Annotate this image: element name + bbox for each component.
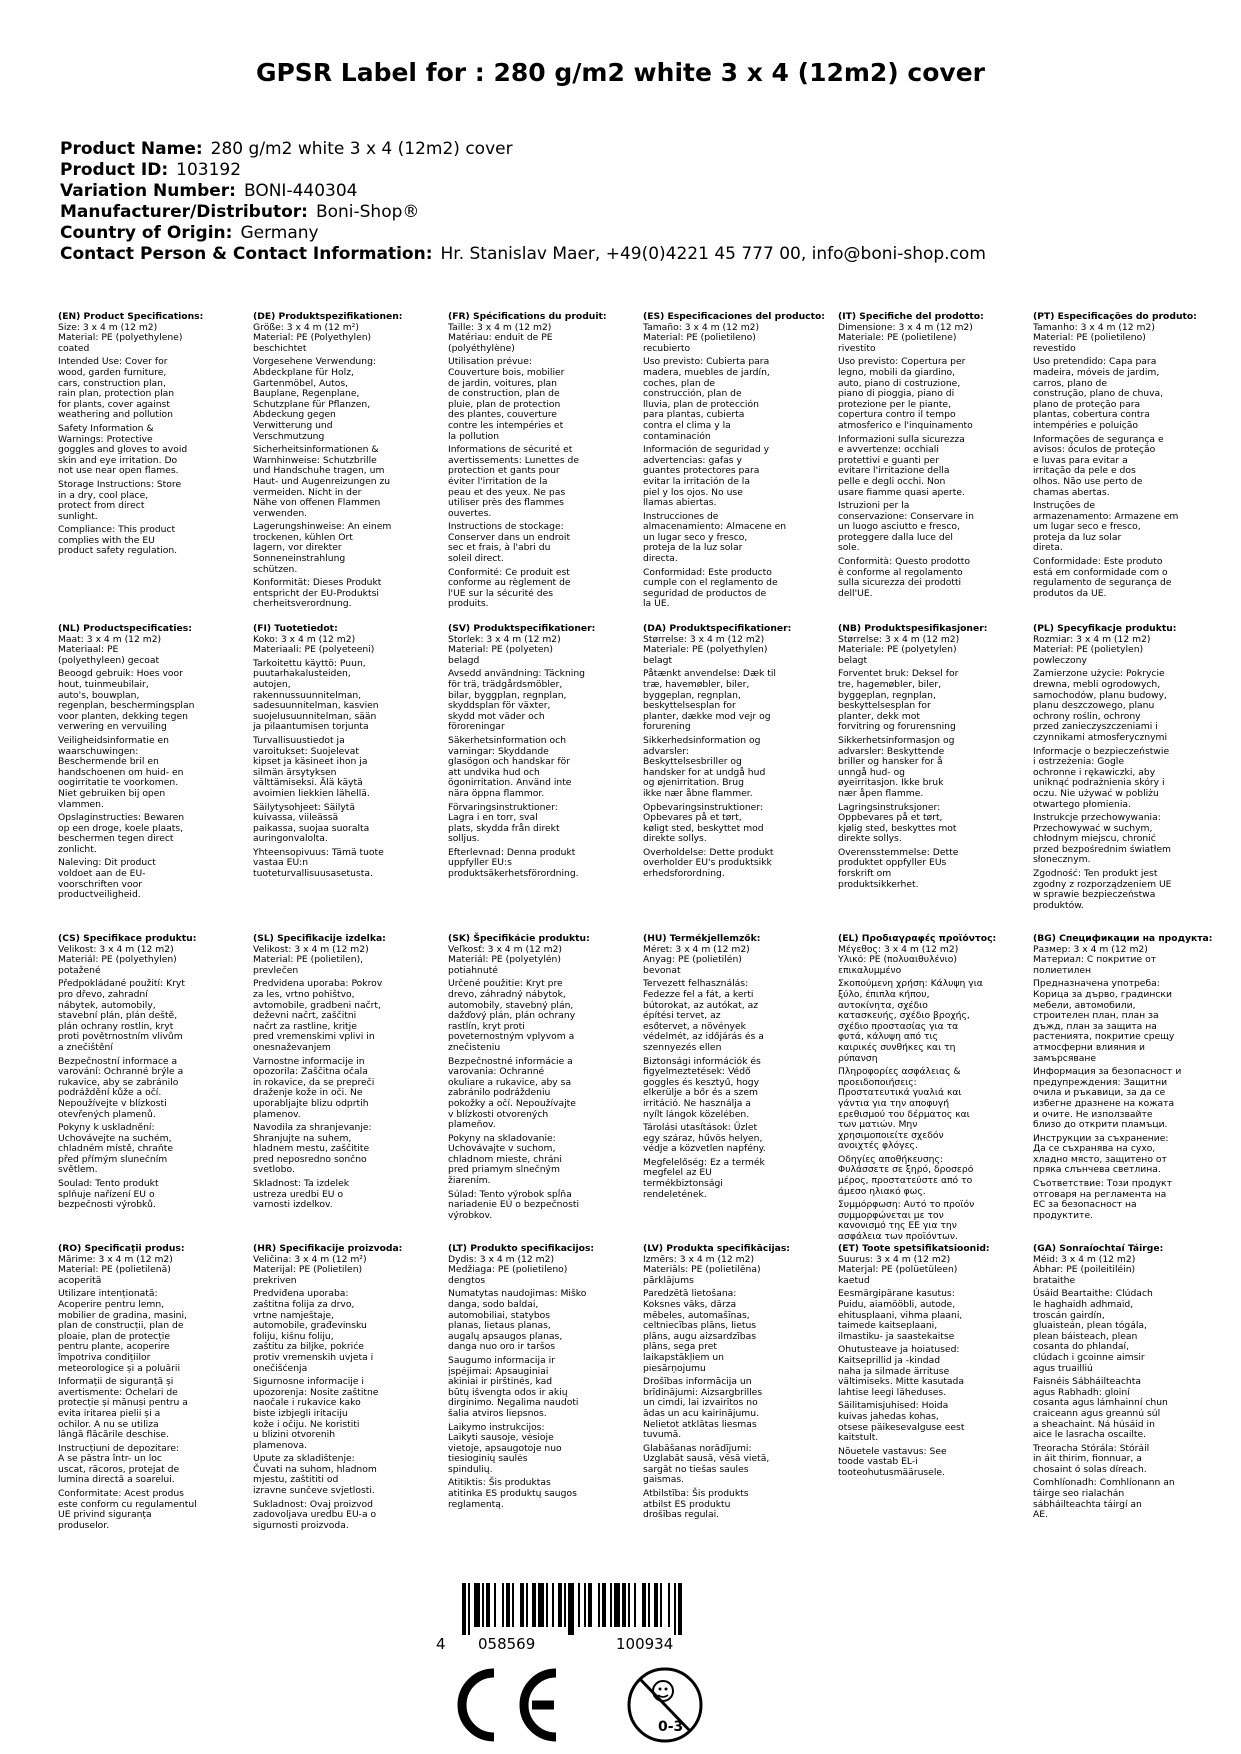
spec-size: Méid: 3 x 4 m (12 m2) [1033,1253,1136,1265]
spec-paragraph: Tarkoitettu käyttö: Puun, puutarhakalusteiden, autojen, rakennussuunnitelman, sadesuunnitelman, kasvien suojelusuunnitelman, sään ja pilaantumisen torjunta [253,657,379,733]
spec-paragraph: Materjal: PE (polüetüleen) kaetud [838,1264,958,1286]
spec-paragraph: Avsedd användning: Täckning för trä, trädgårdsmöbler, bilar, byggplan, regnplan, skyddsplan för växter, skydd mot väder och föroreningar [448,668,585,733]
spec-paragraph: Materiaal: PE (polyethyleen) gecoat [58,644,160,666]
barcode-bar [546,1583,548,1627]
spec-paragraph: Bezpečnostní informace a varování: Ochranné brýle a rukavice, aby se zabránilo podráždění kůže a očí. Nepoužívejte v blízkosti otevřených plamenů. [58,1055,184,1120]
spec-paragraph: Informacje o bezpieczeństwie i ostrzeżenia: Gogle ochronne i rękawiczki, aby uniknąć podrażnienia skóry i oczu. Nie używać w pobliżu otwartego płomienia. [1033,745,1170,810]
barcode-group-2: 100934 [616,1635,674,1653]
spec-paragraph: Material: PE (polyethylene) coated [58,332,183,354]
spec-paragraph: Información de seguridad y advertencias: gafas y guantes protectores para evitar la irritación de la piel y los ojos. No use llamas abiertas. [643,444,770,509]
spec-block [448,934,638,1221]
info-row [60,139,1200,160]
spec-paragraph: Vorgesehene Verwendung: Abdeckplane für Holz, Gartenmöbel, Autos, Bauplane, Regenplane, Schutzplane für Pflanzen, Abdeckung gegen Verwitterung und Verschmutzung [253,356,376,442]
spec-heading: (NL) Productspecificaties: [58,623,192,634]
spec-paragraph: Paredzētā lietošana: Koksnes vāks, dārza mēbeles, automašīnas, celtniecības plāns, lietus plāns, augu aizsardzības plāns, sega pret laikapstākļiem un piesārņojumu [643,1288,757,1374]
spec-paragraph: Υλικό: PE (πολυαιθυλένιο) επικαλυμμένο [838,954,957,976]
spec-paragraph: Atitiktis: Šis produktas atitinka ES produktų saugos reglamentą. [448,1477,577,1510]
barcode-bar [532,1583,536,1627]
spec-paragraph: Sikkerhetsinformasjon og advarsler: Beskyttende briller og hansker for å unngå hud- og øyeirritasjon. Ikke bruk nær åpen flamme. [838,734,955,799]
spec-paragraph: Konformität: Dieses Produkt entspricht der EU-Produktsi cherheitsverordnung. [253,577,382,610]
barcode-bar [568,1583,574,1635]
barcode-bar [610,1583,612,1627]
spec-paragraph: Treoracha Stórála: Stóráil in áit thirim, fionnuar, a chosaint ó solas díreach. [1033,1442,1150,1475]
spec-paragraph: Materiale: PE (polyethylen) belagt [643,644,768,666]
spec-paragraph: Material: PE (Polyethylen) beschichtet [253,332,372,354]
spec-paragraph: Sigurnosne informacije i upozorenja: Nosite zaštitne naočale i rukavice kako biste izbjegli iritaciju kože i očiju. Ne koristiti u blizini otvorenih plamenova. [253,1376,379,1451]
spec-paragraph: Utilizare intenționată: Acoperire pentru lemn, mobilier de gradina, masini, plan de construcții, plan de ploaie, plan de protecție pentru plante, acoperire împotriva condițiilor meteorologice și a poluării [58,1288,187,1374]
spec-paragraph: Πληροφορίες ασφάλειας & προειδοποιήσεις: Προστατευτικά γυαλιά και γάντια για την αποφυγή ερεθισμού του δέρματος και των ματιών. Μην χρησιμοποιείτε σχεδόν ανοιχτές φλόγες. [838,1066,970,1152]
spec-paragraph: Lagringsinstruksjoner: Oppbevares på et tørt, kjølig sted, beskyttes mot direkte sollys. [838,801,957,845]
spec-heading: (HR) Specifikacije proizvoda: [253,1243,403,1254]
spec-paragraph: Intended Use: Cover for wood, garden furniture, cars, construction plan, rain plan, protection plan for plants, cover against weathering and pollution [58,356,175,421]
barcode-digit-left: 4 [436,1635,446,1653]
barcode-bar [588,1583,592,1627]
info-value: BONI-440304 [243,181,358,201]
spec-paragraph: Utilisation prévue: Couverture bois, mobilier de jardin, voitures, plan de construction, plan de pluie, plan de protection des plantes, couverture contre les intempéries et la pollution [448,356,565,442]
spec-block [253,312,443,610]
spec-paragraph: Medžiaga: PE (polietileno) dengtos [448,1264,568,1286]
spec-block [448,312,638,610]
spec-paragraph: Turvallisuustiedot ja varoitukset: Suojelevat kipset ja käsineet ihon ja silmän ärsytyksen välttämiseksi. Älä käytä avoimien liekkien lähellä. [253,734,370,799]
spec-size: Tamanho: 3 x 4 m (12 m2) [1033,321,1155,333]
spec-paragraph: Predvidena uporaba: Pokrov za les, vrtno pohištvo, avtomobile, gradbeni načrt, deževni načrt, zaščitni načrt za rastline, kritje pred vremenskimi vplivi in onesnaževanjem [253,978,383,1053]
barcode-bar [578,1583,580,1627]
spec-block [448,624,638,880]
barcode-bar [628,1583,630,1627]
barcode-bars [440,1583,740,1635]
spec-heading: (GA) Sonraíochtaí Táirge: [1033,1243,1164,1254]
info-value: 103192 [176,160,242,180]
spec-size: Størrelse: 3 x 4 m (12 m2) [643,633,765,645]
barcode-bar [482,1583,484,1627]
spec-size: Tamaño: 3 x 4 m (12 m2) [643,321,760,333]
spec-paragraph: Uso pretendido: Capa para madeira, móveis de jardim, carros, plano de construção, plano de chuva, plano de proteção para plantas, cobertura contra intempéries e poluição [1033,356,1164,431]
spec-paragraph: Saugumo informacija ir įspėjimai: Apsauginiai akiniai ir pirštinės, kad būtų išvengta odos ir akių dirginimo. Negalima naudoti šalia atviros liepsnos. [448,1354,579,1419]
spec-block [1033,624,1223,911]
spec-paragraph: Varnostne informacije in opozorila: Zaščitna očala in rokavice, da se prepreči draženje kože in oči. Ne uporabljajte blizu odprtih plamenov. [253,1055,375,1120]
spec-heading: (IT) Specifiche del prodotto: [838,311,984,322]
spec-heading: (LT) Produkto specifikacijos: [448,1243,595,1254]
spec-block [1033,312,1223,599]
info-row [60,181,1200,202]
spec-paragraph: Sikkerhedsinformation og advarsler: Beskyttelsesbriller og handsker for at undgå hud og øjenirritation. Brug ikke nær åbne flammer. [643,734,766,799]
info-key: Manufacturer/Distributor: [60,202,308,222]
spec-block [643,934,833,1200]
barcode-bar [462,1583,466,1635]
barcode-bar [552,1583,554,1627]
barcode-bar [468,1583,470,1635]
spec-paragraph: Material: PE (polietileno) recubierto [643,332,756,354]
spec-heading: (PL) Specyfikacje produktu: [1033,623,1177,634]
spec-heading: (EN) Product Specifications: [58,311,204,322]
spec-paragraph: Veiligheidsinformatie en waarschuwingen: Beschermende bril en handschoenen om huid- en oogirritatie te voorkomen. Niet gebruiken bij open vlammen. [58,734,184,810]
spec-paragraph: Sicherheitsinformationen & Warnhinweise: Schutzbrille und Handschuhe tragen, um Haut- und Augenreizungen zu vermeiden. Nicht in der Nähe von offenen Flammen verwenden. [253,444,391,519]
spec-block [838,1244,1028,1478]
page-title: GPSR Label for : 280 g/m2 white 3 x 4 (12m2) cover [255,58,986,87]
spec-size: Mărime: 3 x 4 m (12 m2) [58,1253,173,1265]
spec-paragraph: Numatytas naudojimas: Miško danga, sodo baldai, automobiliai, statybos planas, lietaus planas, augalų apsaugos planas, danga nuo oro ir taršos [448,1288,587,1353]
spec-paragraph: Информация за безопасност и предупреждения: Защитни очила и ръкавици, за да се избегне дразнене на кожата и очите. Не използвайте близо до открити пламъци. [1033,1066,1182,1131]
spec-paragraph: Påtænkt anvendelse: Dæk til træ, havemøbler, biler, byggeplan, regnplan, beskyttelsesplan for planter, dække mod vejr og forurening [643,668,776,733]
info-key: Contact Person & Contact Information: [60,244,433,264]
spec-heading: (LV) Produkta specifikācijas: [643,1243,790,1254]
spec-heading: (ET) Toote spetsifikatsioonid: [838,1243,990,1254]
spec-paragraph: Compliance: This product complies with the EU product safety regulation. [58,524,178,557]
info-value: 280 g/m2 white 3 x 4 (12m2) cover [210,139,513,159]
spec-paragraph: Tervezett felhasználás: Fedezze fel a fát, a kerti bútorokat, az autókat, az építési tervet, az esőtervet, a növények védelmét, az időjárás és a szennyezés ellen [643,978,764,1053]
spec-heading: (BG) Спецификации на продукта: [1033,933,1213,944]
product-info [60,139,1200,265]
spec-paragraph: Materiál: PE (polyethylen) potažené [58,954,177,976]
spec-size: Storlek: 3 x 4 m (12 m2) [448,633,561,645]
spec-paragraph: Informations de sécurité et avertissements: Lunettes de protection et gants pour éviter l'irritation de la peau et des yeux. Ne pas utiliser près des flammes ouvertes. [448,444,580,519]
spec-paragraph: Conformidade: Este produto está em conformidade com o regulamento de segurança de produtos da UE. [1033,556,1172,599]
spec-paragraph: Material: PE (polietilen), prevlečen [253,954,364,976]
spec-paragraph: Materiale: PE (polyetylen) belagt [838,644,957,666]
barcode-bar [674,1583,676,1635]
info-key: Product ID: [60,160,169,180]
info-row [60,223,1200,244]
spec-heading: (NB) Produktspesifikasjoner: [838,623,988,634]
spec-paragraph: Zgodność: Ten produkt jest zgodny z rozporządzeniem UE w sprawie bezpieczeństwa produktów. [1033,868,1172,911]
spec-paragraph: Uso previsto: Copertura per legno, mobili da giardino, auto, piano di costruzione, piano di pioggia, piano di protezione per le piante, copertura contro il tempo atmosferico e l'inquinamento [838,356,973,431]
spec-paragraph: Säilytysohjeet: Säilytä kuivassa, viileässä paikassa, suojaa suoralta auringonvalolta. [253,801,370,845]
barcode-bar [558,1583,562,1627]
spec-heading: (DE) Produktspezifikationen: [253,311,403,322]
spec-heading: (SL) Specifikacije izdelka: [253,933,386,944]
barcode-bar [668,1583,670,1627]
spec-block [838,624,1028,890]
spec-paragraph: Conformità: Questo prodotto è conforme al regolamento sulla sicurezza dei prodotti dell'UE. [838,556,971,599]
spec-paragraph: Tárolási utasítások: Üzlet egy száraz, hűvös helyen, védje a közvetlen napfény. [643,1122,766,1155]
spec-paragraph: Anyag: PE (polietilén) bevonat [643,954,742,976]
barcode-bar [506,1583,510,1627]
ce-mark-icon [462,1673,556,1737]
spec-paragraph: Istruzioni per la conservazione: Conservare in un luogo asciutto e fresco, proteggere dalla luce del sole. [838,500,974,554]
info-value: Hr. Stanislav Maer, +49(0)4221 45 777 00, info@boni-shop.com [440,244,986,264]
spec-size: Suurus: 3 x 4 m (12 m2) [838,1253,951,1265]
spec-block [58,934,248,1211]
spec-paragraph: Conformité: Ce produit est conforme au règlement de l'UE sur la sécurité des produits. [448,566,571,610]
spec-paragraph: Материал: С покритие от полиетилен [1033,954,1157,976]
spec-heading: (ES) Especificaciones del producto: [643,311,825,322]
spec-block [838,312,1028,599]
barcode-bar [642,1583,646,1627]
spec-paragraph: Οδηγίες αποθήκευσης: Φυλάσσετε σε ξηρό, δροσερό μέρος, προστατεύστε από το άμεσο ηλιακό φως. [838,1153,974,1197]
spec-paragraph: Eesmärgipärane kasutus: Puidu, aiamööbli, autode, ehitusplaani, vihma plaani, taimede kaitseplaani, ilmastiku- ja saastekaitse [838,1288,963,1342]
spec-size: Size: 3 x 4 m (12 m2) [58,321,158,333]
spec-paragraph: Instrucciones de almacenamiento: Almacene en un lugar seco y fresco, proteja de la luz solar directa. [643,510,787,565]
spec-paragraph: Comhlíonadh: Comhlíonann an táirge seo rialachán sábháilteachta táirgí an AE. [1033,1477,1175,1521]
spec-size: Veličina: 3 x 4 m (12 m²) [253,1253,367,1265]
spec-heading: (PT) Especificações do produto: [1033,311,1197,322]
spec-paragraph: Informații de siguranță și avertismente: Ochelari de protecție și mănuși pentru a evita iritarea pielii și a ochilor. A nu se utiliza lângă flăcările deschise. [58,1376,188,1441]
spec-paragraph: Opslaginstructies: Bewaren op een droge, koele plaats, beschermen tegen direct zonlicht. [58,812,185,855]
spec-paragraph: Pokyny k uskladnění: Uchovávejte na suchém, chladném místě, chraňte před přímým slunečním světlem. [58,1122,173,1176]
info-value: Germany [240,223,319,243]
spec-paragraph: Materiale: PE (polietilene) rivestito [838,332,957,354]
spec-paragraph: Предназначена употреба: Корица за дърво, градински мебели, автомобили, строителен план, план за дъжд, план за защита на растенията, покритие срещу атмосферни влияния и замърсяване [1033,978,1175,1064]
spec-size: Размер: 3 x 4 m (12 m2) [1033,943,1148,955]
spec-paragraph: Ohutusteave ja hoiatused: Kaitseprillid ja -kindad naha ja silmade ärrituse vältimiseks. Mitte kasutada lahtise leegi läheduses. [838,1344,965,1398]
spec-paragraph: Lagerungshinweise: An einem trockenen, kühlen Ort lagern, vor direkter Sonneneinstrahlung schützen. [253,521,392,575]
spec-size: Størrelse: 3 x 4 m (12 m2) [838,633,960,645]
spec-paragraph: Opbevaringsinstruktioner: Opbevares på et tørt, køligt sted, beskyttet mod direkte sollys. [643,801,764,845]
barcode-bar [502,1583,504,1627]
spec-paragraph: Naleving: Dit product voldoet aan de EU- voorschriften voor productveiligheid. [58,857,156,901]
spec-paragraph: Conformitate: Acest produs este conform cu regulamentul UE privind siguranța produselor. [58,1488,197,1531]
spec-paragraph: Material: PE (polyeten) belagd [448,644,553,666]
spec-paragraph: Atbilstība: Šis produkts atbilst ES produktu drošības regulai. [643,1488,749,1521]
spec-size: Dimensione: 3 x 4 m (12 m2) [838,321,973,333]
spec-paragraph: Navodila za shranjevanje: Shranjujte na suhem, hladnem mestu, zaščitite pred neposredno sončno svetlobo. [253,1122,372,1176]
spec-paragraph: Storage Instructions: Store in a dry, cool place, protect from direct sunlight. [58,478,182,522]
spec-paragraph: Materiāls: PE (polietilēna) pārklājums [643,1264,761,1286]
spec-paragraph: Materiaali: PE (polyeteeni) [253,644,375,656]
age-warning-label: 0-3 [658,1719,684,1735]
spec-paragraph: Material: PE (polietileno) revestido [1033,332,1146,354]
spec-paragraph: Súlad: Tento výrobok spĺňa nariadenie EÚ o bezpečnosti výrobkov. [448,1188,580,1221]
spec-paragraph: Beoogd gebruik: Hoes voor hout, tuinmeubilair, auto's, bouwplan, regenplan, beschermingsplan voor planten, dekking tegen verwering en vervuiling [58,668,195,733]
spec-paragraph: Uso previsto: Cubierta para madera, muebles de jardín, coches, plan de construcción, plan de lluvia, plan de protección para plantas, cubierta contra el clima y la contaminación [643,356,770,442]
spec-paragraph: Instrucțiuni de depozitare: A se păstra într- un loc uscat, răcoros, protejat de lumina directă a soarelui. [58,1442,180,1486]
spec-size: Koko: 3 x 4 m (12 m2) [253,633,356,645]
spec-block [838,934,1028,1243]
spec-block [1033,934,1223,1221]
spec-size: Maat: 3 x 4 m (12 m2) [58,633,162,645]
barcode-bar [564,1583,566,1627]
info-key: Variation Number: [60,181,236,201]
spec-paragraph: Informações de segurança e avisos: óculos de proteção e luvas para evitar a irritação da pele e dos olhos. Não use perto de chamas abertas. [1033,433,1164,498]
barcode-group-1: 058569 [478,1635,536,1653]
barcode-bar [678,1583,682,1635]
info-row [60,160,1200,181]
spec-paragraph: Faisnéis Sábháilteachta agus Rabhadh: gloiní cosanta agus lámhainní chun craiceann agus greannú súl a sheachaint. Ná húsáid in aice le lasracha oscailte. [1033,1376,1168,1441]
spec-block [253,1244,443,1531]
spec-paragraph: Instrukcje przechowywania: Przechowywać w suchym, chłodnym miejscu, chronić przed bezpośrednim światłem słonecznym. [1033,812,1171,866]
spec-paragraph: Συμμόρφωση: Αυτό το προϊόν συμμορφώνεται με τον κανονισμό της ΕΕ για την ασφάλεια των προϊόντων. [838,1199,975,1243]
barcode-bar [486,1583,490,1627]
spec-heading: (RO) Specificații produs: [58,1243,185,1254]
spec-paragraph: Efterlevnad: Denna produkt uppfyller EU:s produktsäkerhetsförordning. [448,846,579,880]
info-key: Country of Origin: [60,223,233,243]
spec-block [58,624,248,901]
spec-paragraph: Megfelelőség: Ez a termék megfelel az EU termékbiztonsági rendeletének. [643,1156,765,1200]
spec-paragraph: Forventet bruk: Deksel for tre, hagemøbler, biler, byggeplan, regnplan, beskyttelsesplan for planter, dekk mot forvitring og forurensning [838,668,959,733]
barcode-bar [654,1583,658,1627]
spec-heading: (SV) Produktspecifikationer: [448,623,596,634]
spec-block [1033,1244,1223,1521]
barcode-bar [494,1583,496,1627]
spec-paragraph: Säkerhetsinformation och varningar: Skyddande glasögon och handskar för att undvika hud och ögonirritation. Använd inte nära öppna flammor. [448,734,572,799]
barcode-bar [520,1583,524,1627]
spec-block [253,934,443,1211]
spec-paragraph: Overholdelse: Dette produkt overholder EU's produktsikk erhedsforordning. [643,846,774,880]
spec-paragraph: Materijal: PE (Polietilen) prekriven [253,1264,363,1286]
barcode [436,1583,740,1655]
info-key: Product Name: [60,139,203,159]
barcode-bar [526,1583,528,1627]
compliance-marks [450,1665,730,1745]
spec-paragraph: Soulad: Tento produkt splňuje nařízení EU o bezpečnosti výrobků. [58,1178,159,1211]
spec-paragraph: Materiał: PE (polietylen) powleczony [1033,644,1144,666]
spec-block [448,1244,638,1510]
spec-block [253,624,443,880]
spec-size: Μέγεθος: 3 x 4 m (12 m2) [838,943,959,955]
barcode-bar [622,1583,626,1627]
spec-paragraph: Predviđena uporaba: zaštitna folija za drvo, vrtne namještaje, automobile, građevinsku foliju, kišnu foliju, zaštitu za biljke, pokriće protiv vremenskih uvjeta i onečišćenja [253,1288,374,1374]
spec-size: Velikost: 3 x 4 m (12 m2) [253,943,369,955]
spec-paragraph: Säilitamisjuhised: Hoida kuivas jahedas kohas, otsese päikesevalguse eest kaitstult. [838,1400,965,1444]
spec-paragraph: Instructions de stockage: Conserver dans un endroit sec et frais, à l'abri du soleil direct. [448,521,571,565]
spec-paragraph: Úsáid Beartaithe: Clúdach le haghaidh adhmaid, troscán gairdín, gluaisteán, plean tógála, plean báisteach, plean cosanta do phlandaí, clúdach i gcoinne aimsir agus truailliú [1033,1288,1153,1374]
spec-heading: (DA) Produktspecifikationer: [643,623,792,634]
spec-block [58,1244,248,1531]
barcode-bar [584,1583,586,1627]
barcode-bar [634,1583,636,1627]
spec-paragraph: Nõuetele vastavus: See toode vastab EL-i tooteohutusmäärusele. [838,1445,947,1478]
spec-size: Méret: 3 x 4 m (12 m2) [643,943,750,955]
spec-paragraph: Biztonsági információk és figyelmeztetések: Védő goggles és kesztyű, hogy elkerülje a bőr és a szem irritáció. Ne használja a nyílt lángok közelében. [643,1055,761,1120]
spec-paragraph: Předpokládané použití: Kryt pro dřevo, zahradní nábytek, automobily, stavební plán, plán deště, plán ochrany rostlin, kryt proti povětrnostním vlivům a znečištění [58,978,185,1053]
spec-paragraph: Σκοπούμενη χρήση: Κάλυψη για ξύλο, έπιπλα κήπου, αυτοκίνητα, σχέδιο κατασκευής, σχέδιο βροχής, σχέδιο προστασίας για τα φυτά, κάλυψη από τις καιρικές συνθήκες και τη ρύπανση [838,978,983,1064]
spec-size: Größe: 3 x 4 m (12 m²) [253,321,359,333]
spec-size: Rozmiar: 3 x 4 m (12 m2) [1033,633,1151,645]
spec-paragraph: Zamierzone użycie: Pokrycie drewna, mebli ogrodowych, samochodów, planu budowy, planu deszczowego, planu ochrony roślin, ochrony przed zanieczyszczeniami i czynnikami atmosferycznymi [1033,668,1168,743]
barcode-bar [660,1583,662,1627]
spec-block [643,624,833,880]
spec-size: Veľkosť: 3 x 4 m (12 m2) [448,943,563,955]
spec-heading: (CS) Specifikace produktu: [58,933,197,944]
spec-paragraph: Laikymo instrukcijos: Laikyti sausoje, vėsioje vietoje, apsaugotoje nuo tiesioginių saulės spindulių. [448,1421,562,1475]
spec-paragraph: Ábhar: PE (poileitiléin) brataithe [1033,1264,1136,1286]
spec-paragraph: Skladnost: Ta izdelek ustreza uredbi EU o varnosti izdelkov. [253,1178,350,1211]
spec-paragraph: Инструкции за съхранение: Да се съхранява на сухо, хладно място, защитено от пряка слънчева светлина. [1033,1132,1169,1176]
spec-block [58,312,248,557]
spec-paragraph: Upute za skladištenje: Čuvati na suhom, hladnom mjestu, zaštititi od izravne sunčeve svjetlosti. [253,1453,377,1497]
spec-heading: (EL) Προδιαγραφές προϊόντος: [838,933,997,944]
spec-paragraph: Určené použitie: Kryt pre drevo, záhradný nábytok, automobily, stavebný plán, dažďový plán, plán ochrany rastlín, kryt proti poveternostným vplyvom a znečisteniu [448,978,576,1053]
spec-size: Taille: 3 x 4 m (12 m2) [448,321,552,333]
spec-paragraph: Conformidad: Este producto cumple con el reglamento de seguridad de productos de la UE. [643,566,778,610]
spec-heading: (HU) Termékjellemzők: [643,933,761,944]
spec-paragraph: Material: PE (polietilenă) acoperită [58,1264,171,1286]
spec-size: Velikost: 3 x 4 m (12 m2) [58,943,174,955]
spec-size: Dydis: 3 x 4 m (12 m2) [448,1253,555,1265]
info-row [60,244,1200,265]
spec-paragraph: Förvaringsinstruktioner: Lagra i en torr, sval plats, skydda från direkt solljus. [448,801,560,845]
spec-block [643,312,833,610]
spec-paragraph: Съответствие: Този продукт отговаря на регламента на ЕС за безопасност на продуктите. [1033,1178,1172,1221]
spec-paragraph: Glabāšanas norādījumi: Uzglabāt sausā, vēsā vietā, sargāt no tiešas saules gaismas. [643,1442,770,1486]
spec-heading: (FI) Tuotetiedot: [253,623,338,634]
barcode-bar [614,1583,620,1627]
info-value: Boni-Shop® [315,202,420,222]
spec-paragraph: Drošības informācija un brīdinājumi: Aizsargbrilles un cimdi, lai izvairītos no ādas un acu kairinājumu. Nelietot atklātas liesmas tuvumā. [643,1376,763,1441]
spec-paragraph: Materiál: PE (polyetylén) potiahnuté [448,954,561,976]
barcode-bar [648,1583,650,1627]
barcode-bar [474,1583,480,1627]
spec-paragraph: Matériau: enduit de PE (polyéthylène) [448,332,553,354]
spec-paragraph: Sukladnost: Ovaj proizvod zadovoljava uredbu EU-a o sigurnosti proizvoda. [253,1498,377,1531]
spec-paragraph: Yhteensopivuus: Tämä tuote vastaa EU:n tuoteturvallisuusasetusta. [253,846,384,880]
spec-paragraph: Instruções de armazenamento: Armazene em um lugar seco e fresco, proteja da luz solar direta. [1033,500,1179,554]
spec-size: Izmērs: 3 x 4 m (12 m2) [643,1253,755,1265]
spec-heading: (SK) Špecifikácie produktu: [448,933,590,944]
spec-paragraph: Pokyny na skladovanie: Uchovávajte v suchom, chladnom mieste, chráni pred priamym slnečným žiarením. [448,1132,562,1187]
barcode-bar [512,1583,514,1627]
spec-heading: (FR) Spécifications du produit: [448,311,607,322]
barcode-bar [598,1583,600,1627]
spec-block [643,1244,833,1521]
barcode-bar [538,1583,544,1627]
spec-paragraph: Overensstemmelse: Dette produktet oppfyller EUs forskrift om produktsikkerhet. [838,846,959,890]
info-row [60,202,1200,223]
barcode-bar [602,1583,606,1627]
spec-paragraph: Safety Information & Warnings: Protective goggles and gloves to avoid skin and eye irritation. Do not use near open flames. [58,422,188,477]
spec-paragraph: Informazioni sulla sicurezza e avvertenze: occhiali protettivi e guanti per evitare l'irritazione della pelle e degli occhi. Non usare fiamme quasi aperte. [838,433,965,498]
spec-paragraph: Bezpečnostné informácie a varovania: Ochranné okuliare a rukavice, aby sa zabránilo podráždeniu pokožky a očí. Nepoužívajte v blízkosti otvorených plameňov. [448,1055,576,1131]
